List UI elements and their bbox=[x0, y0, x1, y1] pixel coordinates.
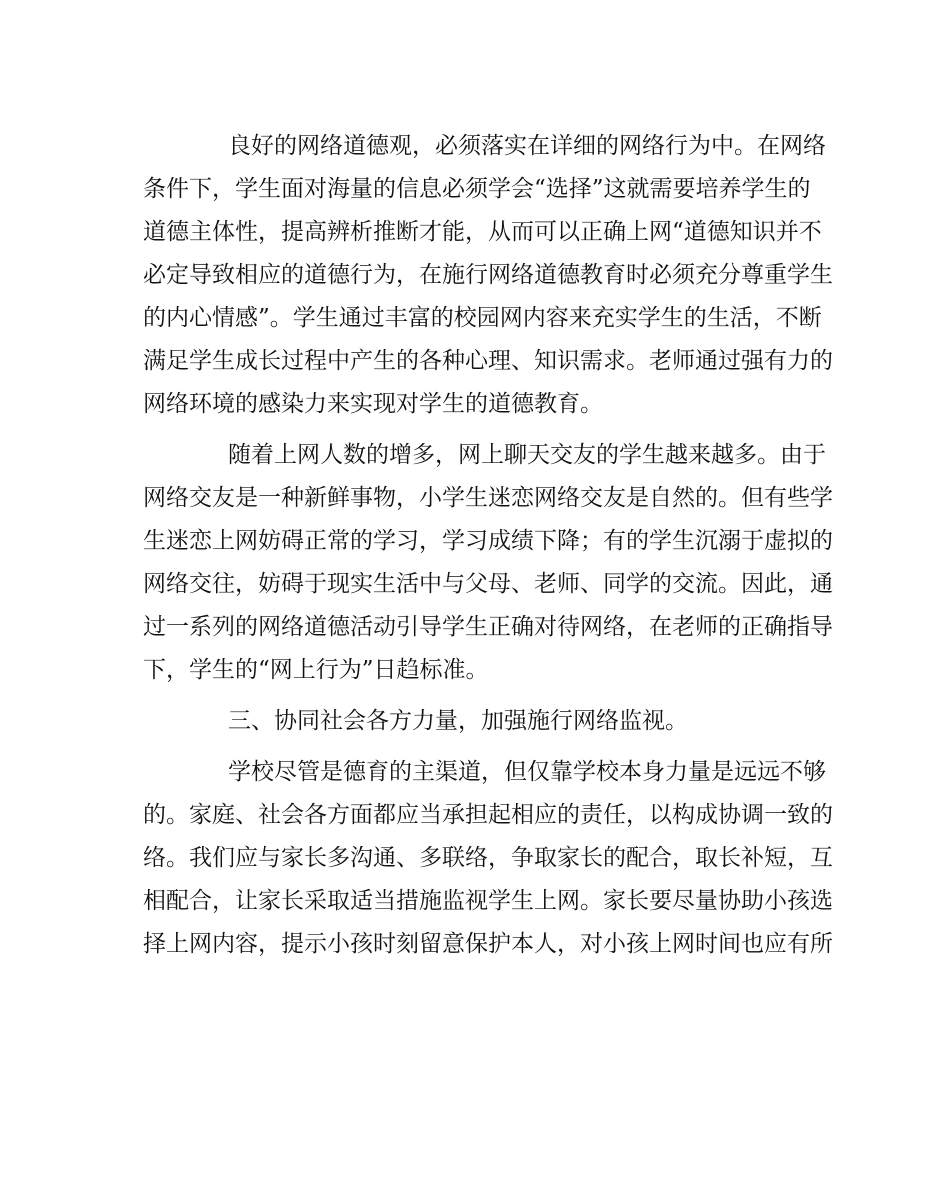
text-line: 必定导致相应的道德行为，在施行网络道德教育时必须充分尊重学生 bbox=[143, 262, 833, 288]
document-body bbox=[143, 125, 833, 966]
paragraph-spacer bbox=[143, 743, 798, 751]
text-line: 网络交往，妨碍于现实生活中与父母、老师、同学的交流。因此，通 bbox=[143, 571, 833, 597]
paragraph-4 bbox=[143, 751, 833, 966]
text-line: 条件下，学生面对海量的信息必须学会“选择”这就需要培养学生的 bbox=[143, 176, 811, 202]
text-line: 择上网内容，提示小孩时刻留意保护本人，对小孩上网时间也应有所 bbox=[143, 931, 833, 957]
text-line: 学校尽管是德育的主渠道，但仅靠学校本身力量是远远不够 bbox=[228, 759, 826, 785]
text-line: 络。我们应与家长多沟通、多联络，争取家长的配合，取长补短，互 bbox=[143, 845, 833, 871]
text-line: 网络环境的感染力来实现对学生的道德教育。 bbox=[143, 391, 603, 417]
text-line: 相配合，让家长采取适当措施监视学生上网。家长要尽量协助小孩选 bbox=[143, 888, 833, 914]
text-line: 网络交友是一种新鲜事物，小学生迷恋网络交友是自然的。但有些学 bbox=[143, 485, 833, 511]
text-line: 随着上网人数的增多，网上聊天交友的学生越来越多。由于 bbox=[228, 442, 826, 468]
text-line: 道德主体性，提高辨析推断才能，从而可以正确上网“道德知识并不 bbox=[143, 219, 822, 245]
text-line: 良好的网络道德观，必须落实在详细的网络行为中。在网络 bbox=[228, 133, 826, 159]
section-heading bbox=[143, 700, 798, 743]
text-line: 过一系列的网络道德活动引导学生正确对待网络，在老师的正确指导 bbox=[143, 614, 833, 640]
paragraph-2 bbox=[143, 434, 833, 692]
paragraph-spacer bbox=[143, 692, 798, 700]
text-line: 的内心情感”。学生通过丰富的校园网内容来充实学生的生活，不断 bbox=[143, 305, 822, 331]
text-line: 满足学生成长过程中产生的各种心理、知识需求。老师通过强有力的 bbox=[143, 348, 833, 374]
text-line: 生迷恋上网妨碍正常的学习，学习成绩下降；有的学生沉溺于虚拟的 bbox=[143, 528, 833, 554]
text-line: 三、协同社会各方力量，加强施行网络监视。 bbox=[228, 708, 688, 734]
paragraph-spacer bbox=[143, 426, 798, 434]
text-line: 下，学生的“网上行为”日趋标准。 bbox=[143, 657, 489, 683]
text-line: 的。家庭、社会各方面都应当承担起相应的责任，以构成协调一致的 bbox=[143, 802, 833, 828]
paragraph-1 bbox=[143, 125, 833, 426]
